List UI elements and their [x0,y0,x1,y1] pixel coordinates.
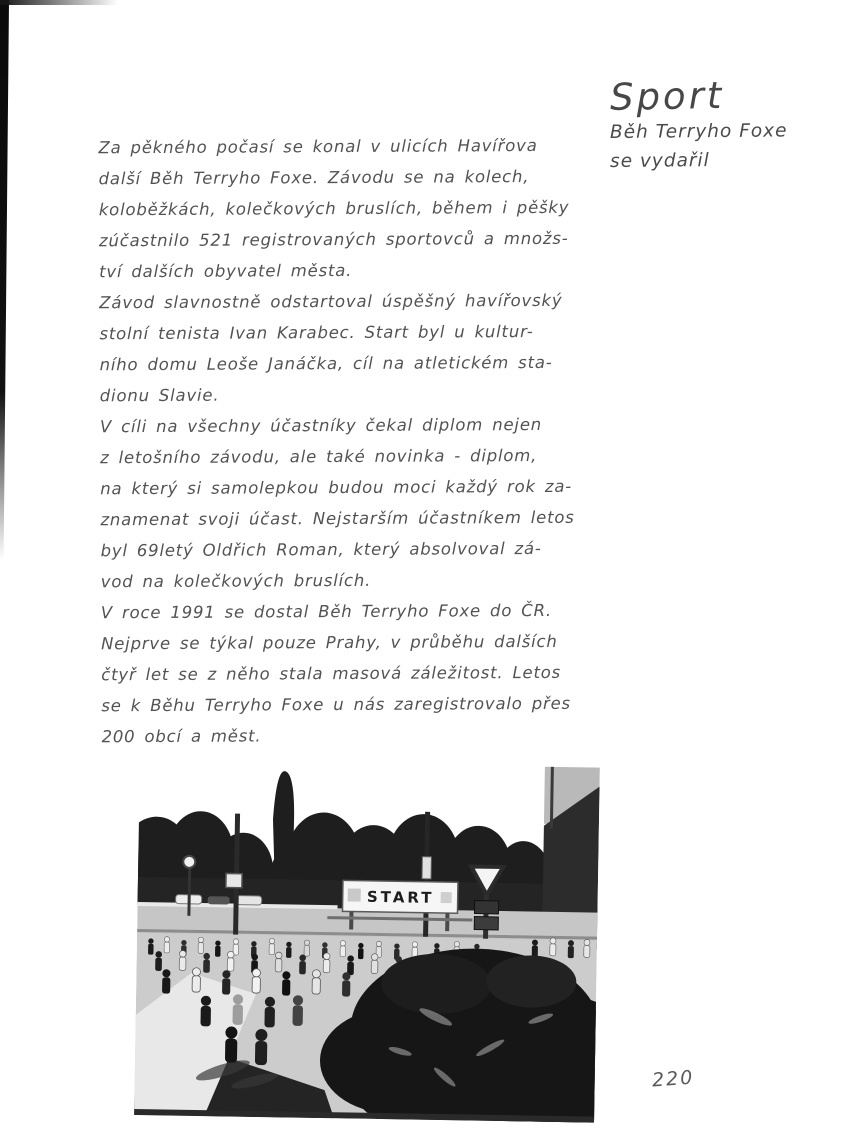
photo-start-of-race [134,757,600,1123]
handwritten-line: na který si samolepkou budou moci každý rok za- [100,476,573,499]
handwritten-line: V roce 1991 se dostal Běh Terryho Foxe do ČR. [100,600,552,623]
handwritten-line: ního domu Leoše Janáčka, cíl na atletickém sta- [99,352,553,375]
article-text [98,130,589,753]
banner-logo-right [441,892,452,903]
heading-subtitle-line1: Běh Terryho Foxe [609,120,788,143]
handwritten-line: čtyř let se z něho stala masová záležitost. Letos [101,662,562,685]
handwritten-line: Nejprve se týkal pouze Prahy, v průběhu dalších [101,631,558,654]
scan-edge-artifact-left [0,0,9,560]
start-banner-text: START [366,887,435,907]
heading-block [609,73,830,175]
page-number: 220 [651,1066,695,1092]
sign-stack [474,917,498,930]
page-title: Sport [609,73,725,119]
handwritten-line: vod na kolečkových bruslích. [100,570,372,592]
scan-edge-artifact-top [0,0,118,5]
handwritten-line: tví dalších obyvatel města. [99,260,353,282]
handwritten-line: z letošního závodu, ale také novinka - diplom, [100,445,538,468]
handwritten-line: Za pěkného počasí se konal v ulicích Havířova [98,135,538,158]
handwritten-line: byl 69letý Oldřich Roman, který absolvoval zá- [100,538,542,561]
round-sign [183,856,195,868]
banner-logo-left [348,888,361,901]
handwritten-line: znamenat svoji účast. Nejstarším účastníkem letos [100,507,575,530]
handwritten-line: Závod slavnostně odstartoval úspěšný havířovský [99,290,563,313]
handwritten-line: V cíli na všechny účastníky čekal diplom nejen [99,414,543,437]
handwritten-line: dionu Slavie. [99,385,220,406]
handwritten-line: další Běh Terryho Foxe. Závodu se na kolech, [98,167,530,189]
photo-scene [134,757,600,1123]
handwritten-line: stolní tenista Ivan Karabec. Start byl u kultur- [99,322,534,344]
sign-stack [474,901,498,914]
handwritten-line: se k Běhu Terryho Foxe u nás zaregistrovalo přes [101,693,571,716]
handwritten-line: 200 obcí a měst. [101,726,262,747]
handwritten-line: koloběžkách, kolečkových bruslích, během i pěšky [98,197,570,220]
pole-sign [226,873,242,887]
handwritten-line: zúčastnilo 521 registrovaných sportovců a množs- [98,228,569,251]
heading-subtitle-line2: se vydařil [609,149,710,172]
